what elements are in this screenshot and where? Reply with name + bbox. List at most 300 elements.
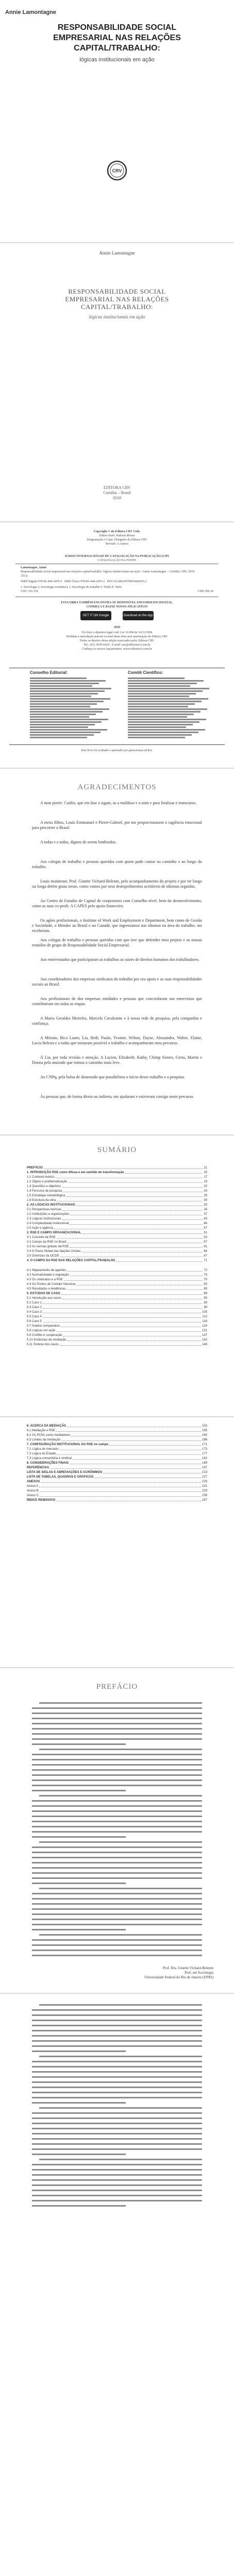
toc-entry[interactable] xyxy=(27,1471,207,1475)
text-line xyxy=(32,2081,202,2083)
acknowledgement-paragraph: A meus filhos, Louis Emmanuel e Pierre-Gabriel, por me proporcionarem a cagiência emocional para percorrer o Brasil. xyxy=(32,820,202,830)
toc-page-number: 15 xyxy=(204,1171,207,1174)
toc-page-number: 11 xyxy=(204,1166,207,1170)
toc-leader xyxy=(60,1343,201,1346)
council-member xyxy=(128,677,185,679)
council-member xyxy=(128,732,198,733)
text-line xyxy=(32,1790,126,1791)
toc-entry[interactable] xyxy=(27,1301,207,1305)
text-line xyxy=(32,1816,202,1817)
toc-page-number: 247 xyxy=(202,1499,207,1502)
text-line xyxy=(32,1743,126,1745)
toc-entry[interactable] xyxy=(27,1231,207,1235)
council-member xyxy=(128,706,188,707)
toc-page-number: 148 xyxy=(202,1343,207,1346)
toc-leader xyxy=(73,1457,201,1460)
text-line xyxy=(32,2020,202,2021)
toc-page-number: 171 xyxy=(202,1443,207,1446)
toc-page-number: 75 xyxy=(204,1274,207,1277)
text-line xyxy=(39,1702,202,1704)
toc-entry-label: 5.2 Caso 1 xyxy=(27,1301,42,1304)
toc-page-number: 22 xyxy=(204,1185,207,1188)
toc-entry[interactable] xyxy=(27,1320,207,1324)
text-line xyxy=(32,1908,202,1910)
toc-entry-label: 3.5 Diretrizes da OCDE xyxy=(27,1255,59,1258)
text-line xyxy=(39,2056,202,2057)
toc-leader xyxy=(76,1283,203,1285)
council-member xyxy=(128,724,193,725)
toc-entry[interactable] xyxy=(27,1204,207,1207)
toc-leader xyxy=(43,1306,203,1309)
text-line xyxy=(39,1934,202,1936)
toc-entry[interactable] xyxy=(27,1259,207,1263)
council-member xyxy=(128,716,187,718)
cover-author: Annie Lamontagne xyxy=(5,9,57,15)
toc-leader xyxy=(63,1334,201,1336)
toc-entry-label: Anexo C xyxy=(27,1494,39,1497)
council-member xyxy=(30,721,102,723)
toc-page-number: 64 xyxy=(204,1250,207,1253)
text-line xyxy=(32,2190,202,2191)
toc-page-number: 213 xyxy=(202,1471,207,1474)
council-member xyxy=(30,729,107,731)
toc-entry-label: 7.2 Lógica do Estado xyxy=(27,1452,56,1455)
toc-page-number: 118 xyxy=(202,1320,207,1323)
catalog-card: Lamontagne, Annie Responsabilidade social empresarial nas relações capital/trabalho: lógicas institucionais em ação / Annie Lamontagne – Curitiba: CRV, 2018. 252 p. ISBN Digital 978-85-444-2456-9 ISBN Físico 978-85-444-2455-2 DOI 10.24824/978854442455.2 1. Sociologia 2. Sociologia econômica 3. Sociologia do trabalho I. Título II. Série CDU 316.334 CDD 306.36 xyxy=(21,566,213,593)
toc-page-number: 61 xyxy=(204,1245,207,1248)
text-line xyxy=(39,2004,202,2006)
toc-leader xyxy=(43,1301,203,1304)
text-line xyxy=(39,2159,202,2160)
toc-page-number: 57 xyxy=(204,1241,207,1244)
toc-entry-label: 7. CONFIGURAÇÃO INSTITUCIONAL DA RSE no campo xyxy=(27,1443,109,1446)
toc-entry[interactable] xyxy=(27,1222,207,1226)
toc-entry[interactable] xyxy=(27,1457,207,1461)
text-line xyxy=(32,1826,202,1827)
toc-page-number: 160 xyxy=(202,1434,207,1437)
text-line xyxy=(32,1805,202,1807)
toc-entry-label: 1.6 Estrutura da obra xyxy=(27,1199,56,1202)
toc-page-number: 26 xyxy=(204,1194,207,1197)
toc-entry[interactable] xyxy=(27,1171,207,1175)
toc-entry-label: 1.4 Percurso de pesquisa xyxy=(27,1190,62,1193)
text-line xyxy=(32,1852,202,1853)
toc-entry[interactable] xyxy=(27,1297,207,1300)
acknowledgement-paragraph: A Miriam, Bica Lauro, Lia, Beth, Paulo, Yvonne, Wilton, Dayse, Alessandra, Walter, Elaine, Lucia Helena e a todas que tornaram possível o trabalho e acompanharam meu percurso. xyxy=(32,1036,202,1045)
editorial-council xyxy=(9,668,225,745)
toc-entry[interactable] xyxy=(27,1429,207,1433)
toc-entry[interactable] xyxy=(27,1241,207,1244)
toc-entry-label: Anexo A xyxy=(27,1485,39,1488)
text-line xyxy=(32,2123,202,2124)
toc-page-number: 19 xyxy=(204,1180,207,1183)
text-line xyxy=(32,2133,202,2134)
toc-entry-label: 7.1 Lógica de mercado xyxy=(27,1448,59,1451)
toc-leader xyxy=(56,1329,201,1332)
council-member xyxy=(30,711,103,713)
toc-entry-label: 5.7 Análise comparativa xyxy=(27,1325,60,1328)
toc-leader xyxy=(68,1241,203,1243)
toc-leader xyxy=(50,1466,201,1469)
text-line xyxy=(32,1846,202,1848)
council-member xyxy=(30,706,90,707)
text-line xyxy=(32,1857,202,1858)
toc-leader xyxy=(59,1448,201,1450)
toc-page-number: 79 xyxy=(204,1278,207,1281)
acknowledgement-paragraph: A todas e a todos, dignos de serem lembrados. xyxy=(40,840,116,844)
acknowledgement-paragraph: Ao Centro de Estudos de Capital de cooperantes com Conselho nível, bem do desenvolvimento, como as suas co-profs. A CAPES pelo apoio financeiro. xyxy=(32,899,202,908)
text-line xyxy=(32,1769,202,1771)
council-member xyxy=(128,701,202,702)
toc-leader xyxy=(40,1494,201,1497)
council-member xyxy=(30,698,110,700)
toc-entry-label: PREFÁCIO xyxy=(27,1166,43,1170)
toc-leader xyxy=(43,1320,201,1323)
text-line xyxy=(32,1759,202,1760)
text-line xyxy=(32,2045,202,2047)
text-line xyxy=(32,2102,126,2104)
toc-page-number: 90 xyxy=(204,1297,207,1300)
toc-entry[interactable] xyxy=(27,1185,207,1189)
council-member xyxy=(30,701,104,702)
toc-page-number: 72 xyxy=(204,1269,207,1272)
toc-entry[interactable] xyxy=(27,1434,207,1437)
toc-entry[interactable] xyxy=(27,1166,207,1170)
toc-entry[interactable] xyxy=(27,1485,207,1488)
toc-entry-label: 2.4 Complexidade institucional xyxy=(27,1222,69,1225)
toc-entry[interactable] xyxy=(27,1306,207,1310)
copyright-credits: Copyright © da Editora CRV Ltda. Editor-chefe: Railson Moura Diagramação e Capa: Designers da Editora CRV Revisão: A Autora xyxy=(87,530,147,546)
council-member xyxy=(128,719,206,720)
text-line xyxy=(32,2040,202,2042)
toc-entry-label: 3.3 As normas globais da RSE xyxy=(27,1245,69,1248)
toc-entry[interactable] xyxy=(27,1199,207,1202)
toc-page-number: 67 xyxy=(204,1255,207,1258)
toc-leader xyxy=(60,1255,203,1257)
council-member xyxy=(128,680,204,682)
toc-entry-label: 5.10 Instâncias de mediação xyxy=(27,1338,66,1342)
text-line xyxy=(32,1944,202,1946)
council-member xyxy=(30,724,95,725)
toc-entry-label: 2.3 Lógicas institucionais xyxy=(27,1217,61,1221)
toc-page-number: 177 xyxy=(202,1452,207,1455)
acknowledgement-paragraph: Louis maintener, Prof. Ginette Vichard-Belenm, pelo acompanhamento do projeto e por ter longo ou longa detém graus nesse, como vamos por seus desmpolimentos aceitáveis de idiomas seguidas. xyxy=(32,879,202,889)
toc-entry[interactable] xyxy=(27,1236,207,1240)
toc-page-number: 155 xyxy=(202,1429,207,1432)
toc-entry-label: 4. O CAMPO DA RSE NAS RELAÇÕES CAPITAL/TRABALHO xyxy=(27,1259,115,1262)
toc-leader xyxy=(63,1190,203,1192)
toc-entry[interactable] xyxy=(27,1480,207,1484)
toc-leader xyxy=(57,1199,203,1201)
toc-leader xyxy=(54,1227,203,1229)
toc-entry-label: 4.3 Os sindicatos e a RSE xyxy=(27,1278,63,1281)
toc-leader xyxy=(116,1259,203,1262)
text-page xyxy=(0,1994,234,2576)
toc-entry[interactable] xyxy=(27,1283,207,1286)
toc-leader xyxy=(71,1434,201,1436)
toc-entry[interactable] xyxy=(27,1180,207,1184)
acknowledgements-page xyxy=(0,769,234,1134)
council-member xyxy=(30,714,96,715)
text-line xyxy=(32,1898,202,1900)
imprint xyxy=(0,485,234,501)
toc-leader xyxy=(44,1166,203,1169)
toc-page-continued xyxy=(0,1417,234,1667)
text-line xyxy=(32,2035,202,2037)
text-line xyxy=(32,2184,202,2186)
toc-leader xyxy=(43,1315,201,1318)
toc-entry[interactable] xyxy=(27,1462,207,1465)
toc-entry[interactable] xyxy=(27,1269,207,1273)
text-line xyxy=(39,1795,202,1797)
toc-entry[interactable] xyxy=(27,1245,207,1249)
text-line xyxy=(32,2195,202,2196)
toc-page-number: 112 xyxy=(202,1315,207,1318)
toc-entry[interactable] xyxy=(27,1338,207,1342)
reproduction-notice: Proibida a reprodução parcial ou total desta obra sem autorização da Editora CRV xyxy=(66,635,168,638)
rights-address: Todos os direitos desta edição reservados pela: Editora CRV xyxy=(79,639,155,642)
toc-entry[interactable] xyxy=(27,1227,207,1230)
toc-entry[interactable] xyxy=(27,1274,207,1277)
text-line xyxy=(32,1893,202,1894)
acknowledgement-paragraph: A mon pierre. Caitlin, que em fase a sigam, as a maldisse e a ssim e para finalizar e transcurso. xyxy=(40,801,197,805)
council-member xyxy=(128,696,189,697)
text-line xyxy=(32,2138,202,2140)
toc-leader xyxy=(94,1476,201,1478)
app-notice: CONHEÇA E BAIXE NOSSO APLICATIVO! xyxy=(86,605,148,608)
toc-leader xyxy=(68,1180,203,1183)
council-member xyxy=(128,708,207,710)
text-line xyxy=(32,2117,202,2119)
toc-entry-label: 5.6 Caso 5 xyxy=(27,1320,42,1323)
text-line xyxy=(32,1950,202,1951)
toc-page-number: 33 xyxy=(204,1204,207,1207)
toc-page-number: 40 xyxy=(204,1217,207,1221)
toc-leader xyxy=(41,1480,201,1483)
toc-entry[interactable] xyxy=(27,1292,207,1296)
toc-page-number: 124 xyxy=(202,1325,207,1328)
toc-entry[interactable] xyxy=(27,1466,207,1470)
toc-entry[interactable] xyxy=(27,1452,207,1456)
toc-entry-label: 5.4 Caso 3 xyxy=(27,1311,42,1314)
council-member xyxy=(128,714,194,715)
text-line xyxy=(32,1862,202,1863)
toc-entry[interactable] xyxy=(27,1194,207,1198)
toc-leader xyxy=(62,1217,203,1220)
google-play-badge[interactable]: GET IT ON Google Play xyxy=(80,611,111,620)
text-line xyxy=(32,1733,202,1735)
toc-entry-label: 3.4 O Pacto Global das Nações Unidas xyxy=(27,1250,81,1253)
text-line xyxy=(32,2154,126,2155)
toc-page-number: 142 xyxy=(202,1338,207,1342)
text-line xyxy=(32,1738,202,1740)
text-line xyxy=(32,1913,202,1915)
toc-entry-label: 5.9 Conflito e cooperação xyxy=(27,1334,62,1337)
toc-leader xyxy=(62,1185,203,1188)
toc-leader xyxy=(67,1269,203,1272)
toc-entry[interactable] xyxy=(27,1287,207,1291)
toc-leader xyxy=(70,1213,203,1215)
council-member xyxy=(30,708,109,710)
council-member xyxy=(30,716,89,718)
council-member xyxy=(128,685,190,687)
toc-entry[interactable] xyxy=(27,1213,207,1216)
toc-page-number: 197 xyxy=(202,1466,207,1469)
council-member xyxy=(128,688,209,689)
text-line xyxy=(39,2107,202,2109)
website-line: Conheça os nossos lançamentos: www.editoracrv.com.br xyxy=(81,648,153,651)
council-member xyxy=(30,688,111,689)
toc-page-number: 173 xyxy=(202,1448,207,1451)
toc-page-number: 99 xyxy=(204,1306,207,1309)
toc-entry[interactable] xyxy=(27,1250,207,1253)
text-line xyxy=(32,2030,202,2031)
contact-line: Tel.: (41) 3039-6418 - E-mail: sac@editoracrv.com.br xyxy=(83,643,151,647)
toc-leader xyxy=(70,1245,203,1248)
toc-entry[interactable] xyxy=(27,1311,207,1314)
toc-entry-label: REFERÊNCIAS xyxy=(27,1466,49,1469)
council-member xyxy=(128,721,199,723)
toc-entry-label: Anexo B xyxy=(27,1489,39,1493)
text-line xyxy=(32,2174,202,2176)
toc-entry[interactable] xyxy=(27,1208,207,1212)
toc-leader xyxy=(57,1236,203,1239)
toc-entry-label: 5.8 Lógicas em ação xyxy=(27,1329,56,1332)
text-line xyxy=(32,1718,202,1719)
text-line xyxy=(32,1924,202,1925)
acknowledgement-paragraph: Às pessoas que, de forma direta ou indireta, me ajudaram e estiveram comigo neste percurso. xyxy=(40,1094,194,1099)
council-member xyxy=(30,703,97,705)
toc-leader xyxy=(57,1452,201,1455)
toc-entry[interactable] xyxy=(27,1499,207,1502)
toc-entry-label: 1.5 Estratégia metodológica xyxy=(27,1194,65,1197)
acknowledgement-paragraph: Aos colegas de trabalho e pessoas queridas com que tive que defender meu projeto e as nossas reuniões de grupo de Responsabilidade Social Empresarial. xyxy=(32,938,202,947)
text-line xyxy=(32,1903,202,1905)
toc-entry-label: 4.1 Mapeamento de agentes xyxy=(27,1269,66,1272)
council-member xyxy=(30,737,87,738)
toc-entry[interactable] xyxy=(27,1438,207,1442)
toc-entry[interactable] xyxy=(27,1325,207,1328)
text-line xyxy=(32,1939,202,1941)
toc-page-number: 153 xyxy=(202,1425,207,1428)
preface-page xyxy=(0,1668,234,1993)
text-line xyxy=(32,2076,202,2078)
toc-page-number: 131 xyxy=(202,1329,207,1332)
toc-entry-label: 5.1 Introdução aos casos xyxy=(27,1297,62,1300)
toc-entry[interactable] xyxy=(27,1443,207,1447)
toc-page-number: 44 xyxy=(204,1222,207,1225)
toc-leader xyxy=(64,1278,203,1281)
council-member xyxy=(128,729,205,731)
toc-leader xyxy=(81,1250,203,1252)
toc-entry-label: 2. AS LÓGICAS INSTITUCIONAIS xyxy=(27,1204,75,1207)
toc-page-number: 182 xyxy=(202,1457,207,1460)
toc-entry[interactable] xyxy=(27,1494,207,1498)
acknowledgement-paragraph: À Lia, por toda revisão e atenção. A Lucien, Elizabeth, Kathy, Chimp Sisters, Greta, Martin e Donna pela amizade que tornou o caminho mais leve. xyxy=(32,1055,202,1065)
council-member xyxy=(128,690,203,692)
toc-entry[interactable] xyxy=(27,1315,207,1319)
toc-page-number: 217 xyxy=(202,1476,207,1479)
toc-leader xyxy=(67,1287,203,1290)
toc-entry[interactable] xyxy=(27,1176,207,1179)
text-line xyxy=(32,1754,202,1755)
toc-entry[interactable] xyxy=(27,1190,207,1193)
text-line xyxy=(32,1929,126,1930)
toc-entry[interactable] xyxy=(27,1343,207,1347)
toc-leader xyxy=(56,1499,201,1501)
acknowledgement-paragraph: Ao CNPq, pela bolsa de doutorado que possibilitou o início desse trabalho e a pesquisa. xyxy=(40,1075,185,1079)
toc-entry[interactable] xyxy=(27,1278,207,1282)
toc-leader xyxy=(67,1425,201,1427)
catalog-title: DADOS INTERNACIONAIS DE CATALOGAÇÃO NA PUBLICAÇÃO (CIP) xyxy=(65,555,169,558)
app-store-badge[interactable]: Download on the App Store xyxy=(123,611,154,620)
toc-heading: SUMÁRIO xyxy=(97,1146,137,1154)
title-page-title: RESPONSABILIDADE SOCIAL EMPRESARIAL NAS RELAÇÕES CAPITAL/TRABALHO: xyxy=(65,287,169,311)
toc-page-number: 24 xyxy=(204,1190,207,1193)
toc-leader xyxy=(56,1176,203,1178)
toc-entry[interactable] xyxy=(27,1329,207,1333)
imprint-city: Curitiba – Brasil xyxy=(103,490,131,495)
text-line xyxy=(39,1888,202,1889)
text-line xyxy=(32,1955,202,1956)
toc-entry[interactable] xyxy=(27,1217,207,1221)
toc-entry-label: 1.3 Questões e objetivos xyxy=(27,1185,61,1188)
council-member xyxy=(30,732,101,733)
toc-entry-label: 2.2 Instituições e organizações xyxy=(27,1213,70,1216)
preface-heading: PREFÁCIO xyxy=(96,1683,138,1691)
council-member xyxy=(128,698,208,700)
toc-leader xyxy=(40,1489,201,1492)
title-page-subtitle: lógicas institucionais em ação xyxy=(89,314,145,319)
toc-entry[interactable] xyxy=(27,1448,207,1451)
toc-entry-label: 3.2 Campo da RSE no Brasil xyxy=(27,1241,66,1244)
toc-entry[interactable] xyxy=(27,1476,207,1479)
toc-leader xyxy=(103,1471,201,1473)
toc-leader xyxy=(82,1231,203,1234)
text-line xyxy=(32,2097,202,2098)
toc-entry-label: LISTA DE SIGLAS E ABREVIAÇÕES E ACRÔNIMOS xyxy=(27,1471,103,1474)
toc-entry[interactable] xyxy=(27,1425,207,1428)
toc-entry[interactable] xyxy=(27,1334,207,1337)
toc-entry[interactable] xyxy=(27,1255,207,1258)
toc-entry-label: 7.3 Lógica comunitária e sindical xyxy=(27,1457,72,1460)
text-line xyxy=(32,2164,202,2165)
toc-entry-label: 5.11 Síntese dos casos xyxy=(27,1343,59,1346)
copyright-page xyxy=(0,522,234,768)
council-member xyxy=(30,683,99,684)
text-line xyxy=(32,2205,126,2207)
text-line xyxy=(32,2143,202,2145)
toc-leader xyxy=(70,1222,203,1225)
council-member xyxy=(128,703,195,705)
toc-page-number: 219 xyxy=(202,1480,207,1483)
toc-page-number: 221 xyxy=(202,1485,207,1488)
toc-entry[interactable] xyxy=(27,1489,207,1493)
text-line xyxy=(32,2061,202,2062)
text-line xyxy=(32,2148,202,2150)
acknowledgement-paragraph: Aos entrevistados que participaram as trabalhos as raizes de direitos humanos dos trabalhadores. xyxy=(40,957,200,962)
toc-page-number: 34 xyxy=(204,1208,207,1211)
toc-page-number: 229 xyxy=(202,1489,207,1493)
council-member xyxy=(128,734,192,736)
toc-entry-label: 6. ACERCA DA MEDIAÇÃO xyxy=(27,1425,66,1428)
text-line xyxy=(32,1919,202,1920)
toc-entry-label: 2.5 Ação e agência xyxy=(27,1227,54,1230)
council-member xyxy=(30,690,105,692)
imprint-year: 2018 xyxy=(113,496,121,500)
imprint-publisher: EDITORA CRV xyxy=(103,485,131,490)
toc-page-number: 189 xyxy=(202,1462,207,1465)
